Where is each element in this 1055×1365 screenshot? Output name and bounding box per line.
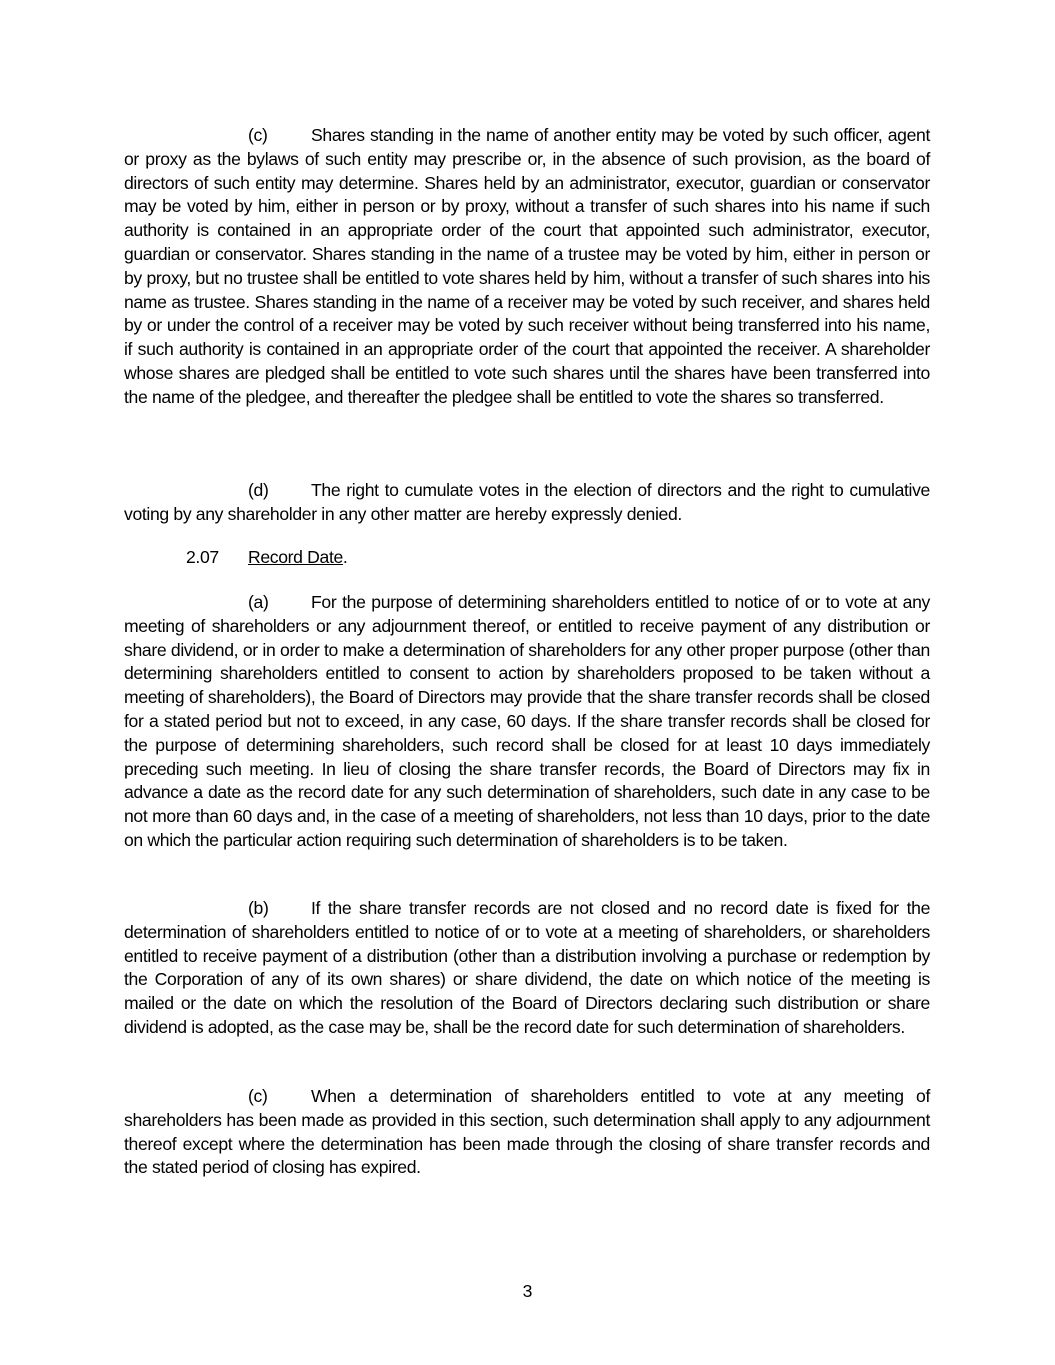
section-title-suffix: . <box>342 547 348 567</box>
paragraph-c-adjournment <box>124 1085 930 1180</box>
paragraph-label: (c) <box>248 125 268 145</box>
paragraph-label: (a) <box>248 592 269 612</box>
page-number: 3 <box>522 1281 533 1301</box>
paragraph-a-record-date <box>124 591 930 853</box>
paragraph-label: (d) <box>248 480 269 500</box>
section-title: Record Date <box>248 547 343 567</box>
paragraph-text: For the purpose of determining shareholders entitled to notice of or to vote at any meeting of shareholders or any adjournment thereof, or entitled to receive payment of any distribution or share dividend, or in order to make a determination of shareholders for any other proper purpose (other than determining shareholders entitled to consent to action by shareholders proposed to be taken without a meeting of shareholders), the Board of Directors may provide that the share transfer records shall be closed for a stated period but not to exceed, in any case, 60 days. If the share transfer records shall be closed for the purpose of determining shareholders, such record shall be closed for at least 10 days immediately preceding such meeting. In lieu of closing the share transfer records, the Board of Directors may fix in advance a date as the record date for any such determination of shareholders, such date in any case to be not more than 60 days and, in the case of a meeting of shareholders, not less than 10 days, prior to the date on which the particular action requiring such determination of shareholders is to be taken. <box>124 592 930 850</box>
paragraph-text: When a determination of shareholders entitled to vote at any meeting of shareholders has been made as provided in this section, such determination shall apply to any adjournment thereof except where the determination has been made through the closing of share transfer records and the stated period of closing has expired. <box>124 1086 930 1178</box>
section-number: 2.07 <box>186 547 219 567</box>
paragraph-text: Shares standing in the name of another entity may be voted by such officer, agent or proxy as the bylaws of such entity may prescribe or, in the absence of such provision, as the board of directors of such entity may determine. Shares held by an administrator, executor, guardian or conservator may be voted by him, either in person or by proxy, without a transfer of such shares into his name if such authority is contained in an appropriate order of the court that appointed such administrator, executor, guardian or conservator. Shares standing in the name of a trustee may be voted by him, either in person or by proxy, but no trustee shall be entitled to vote shares held by him, without a transfer of such shares into his name as trustee. Shares standing in the name of a receiver may be voted by such receiver, and shares held by or under the control of a receiver may be voted by such receiver without being transferred into his name, if such authority is contained in an appropriate order of the court that appointed the receiver. A shareholder whose shares are pledged shall be entitled to vote such shares until the shares have been transferred into the name of the pledgee, and thereafter the pledgee shall be entitled to vote the shares so transferred. <box>124 125 930 407</box>
paragraph-label: (b) <box>248 898 269 918</box>
paragraph-b-record-date-default <box>124 897 930 1040</box>
section-heading <box>186 546 347 570</box>
paragraph-text: The right to cumulate votes in the election of directors and the right to cumulative voting by any shareholder in any other matter are hereby expressly denied. <box>124 480 930 524</box>
paragraph-c-voting-by-entities <box>124 124 930 410</box>
paragraph-d-cumulative-voting <box>124 479 930 527</box>
paragraph-label: (c) <box>248 1086 268 1106</box>
paragraph-text: If the share transfer records are not closed and no record date is fixed for the determination of shareholders entitled to notice of or to vote at a meeting of shareholders, or shareholders entitled to receive payment of a distribution (other than a distribution involving a purchase or redemption by the Corporation of any of its own shares) or share dividend, the date on which notice of the meeting is mailed or the date on which the resolution of the Board of Directors declaring such distribution or share dividend is adopted, as the case may be, shall be the record date for such determination of shareholders. <box>124 898 930 1037</box>
